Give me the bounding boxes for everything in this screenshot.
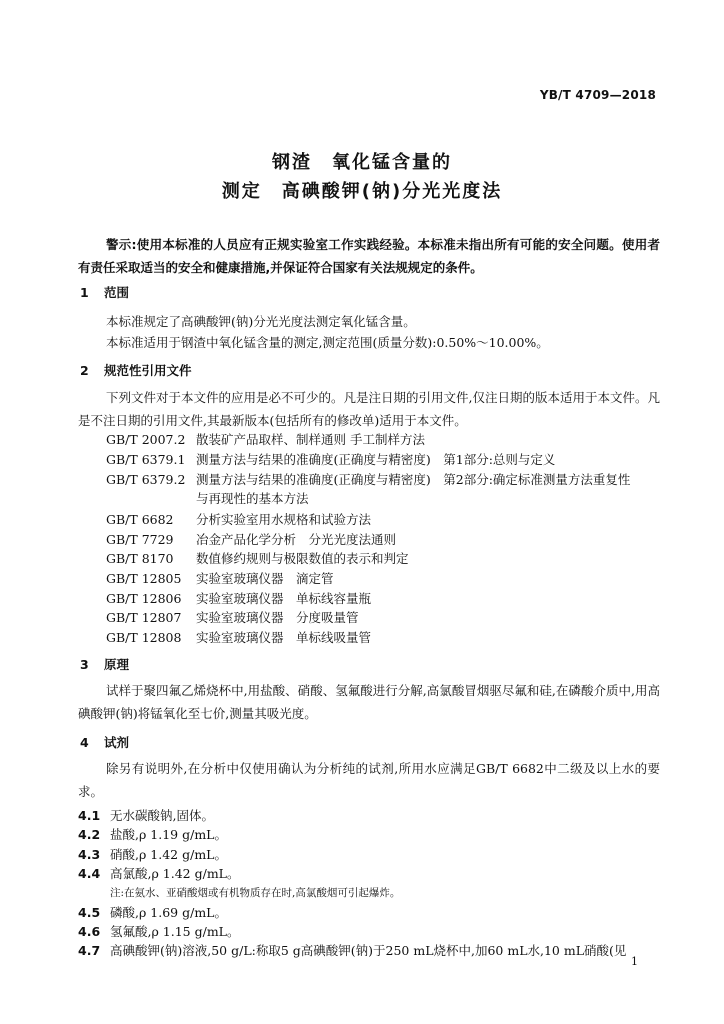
reagent-item [78, 825, 227, 843]
item-number: 4.5 [78, 905, 101, 920]
reference-title: 测量方法与结果的准确度(正确度与精密度) 第1部分:总则与定义 [196, 452, 556, 467]
reference-code: GB/T 12807 [106, 610, 182, 625]
reference-title: 分析实验室用水规格和试验方法 [196, 512, 372, 527]
reference-entry [106, 628, 371, 646]
reference-code: GB/T 6682 [106, 512, 174, 527]
section-title: 规范性引用文件 [104, 363, 192, 378]
item-number: 4.3 [78, 847, 101, 862]
item-text: 氢氟酸,ρ 1.15 g/mL。 [110, 924, 240, 939]
section-heading-principle [80, 655, 129, 673]
reagent-item [78, 864, 239, 882]
item-text: 高碘酸钾(钠)溶液,50 g/L:称取5 g高碘酸钾(钠)于250 mL烧杯中,加60 mL水,10 mL硝酸(见 [110, 943, 627, 958]
section-title: 范围 [104, 285, 130, 300]
principle-paragraph: 试样于聚四氟乙烯烧杯中,用盐酸、硝酸、氢氟酸进行分解,高氯酸冒烟驱尽氟和硅,在磷酸介质中,用高碘酸钾(钠)将锰氧化至七价,测量其吸光度。 [78, 683, 660, 721]
reference-title: 冶金产品化学分析 分光光度法通则 [196, 532, 397, 547]
item-number: 4.6 [78, 924, 101, 939]
reference-entry [106, 549, 409, 567]
reagents-intro: 除另有说明外,在分析中仅使用确认为分析纯的试剂,所用水应满足GB/T 6682中二级及以上水的要求。 [78, 761, 660, 799]
scope-line: 本标准适用于钢渣中氧化锰含量的测定,测定范围(质量分数):0.50%～10.00%。 [106, 335, 549, 350]
section-heading-scope [80, 283, 129, 301]
section-number: 2 [80, 363, 89, 378]
reference-title: 测量方法与结果的准确度(正确度与精密度) 第2部分:确定标准测量方法重复性 [196, 472, 631, 487]
section-title: 原理 [104, 657, 130, 672]
page-number: 1 [631, 955, 638, 968]
reference-title: 散装矿产品取样、制样通则 手工制样方法 [196, 432, 425, 447]
section-number: 4 [80, 735, 89, 750]
reagent-item [78, 806, 214, 824]
reagent-item [78, 903, 227, 921]
reagent-item [78, 845, 227, 863]
item-text: 磷酸,ρ 1.69 g/mL。 [110, 905, 227, 920]
scope-line: 本标准规定了高碘酸钾(钠)分光光度法测定氧化锰含量。 [106, 314, 416, 329]
reference-code: GB/T 8170 [106, 551, 174, 566]
reference-title-continuation: 与再现性的基本方法 [196, 491, 309, 506]
reference-entry [106, 569, 334, 587]
section-number: 1 [80, 285, 89, 300]
reference-entry [106, 608, 359, 626]
reference-title: 数值修约规则与极限数值的表示和判定 [196, 551, 409, 566]
reference-entry [106, 510, 371, 528]
item-text: 硝酸,ρ 1.42 g/mL。 [110, 847, 227, 862]
reference-entry [106, 530, 396, 548]
warning-paragraph: 警示:使用本标准的人员应有正规实验室工作实践经验。本标准未指出所有可能的安全问题。使用者有责任采取适当的安全和健康措施,并保证符合国家有关法规规定的条件。 [78, 237, 660, 275]
item-number: 4.4 [78, 866, 101, 881]
reference-entry [106, 450, 555, 468]
section-heading-reagents [80, 733, 129, 751]
section-title: 试剂 [104, 735, 130, 750]
reagent-item [78, 922, 239, 940]
reference-code: GB/T 12805 [106, 571, 182, 586]
reference-title: 实验室玻璃仪器 分度吸量管 [196, 610, 359, 625]
section-number: 3 [80, 657, 89, 672]
document-title-line1: 钢渣 氧化锰含量的 [272, 152, 452, 173]
reference-code: GB/T 6379.2 [106, 472, 186, 487]
reagent-item [78, 941, 626, 959]
item-text: 高氯酸,ρ 1.42 g/mL。 [110, 866, 240, 881]
item-text: 盐酸,ρ 1.19 g/mL。 [110, 827, 227, 842]
reference-title: 实验室玻璃仪器 单标线吸量管 [196, 630, 372, 645]
reference-code: GB/T 7729 [106, 532, 174, 547]
reference-code: GB/T 6379.1 [106, 452, 186, 467]
reference-code: GB/T 12806 [106, 591, 182, 606]
document-title-line2: 测定 高碘酸钾(钠)分光光度法 [221, 181, 503, 202]
item-number: 4.1 [78, 808, 101, 823]
reference-code: GB/T 2007.2 [106, 432, 186, 447]
reference-entry [106, 430, 425, 448]
reagent-note: 注:在氨水、亚硝酸烟或有机物质存在时,高氯酸烟可引起爆炸。 [110, 887, 401, 899]
item-text: 无水碳酸钠,固体。 [110, 808, 214, 823]
item-number: 4.7 [78, 943, 101, 958]
normative-refs-intro: 下列文件对于本文件的应用是必不可少的。凡是注日期的引用文件,仅注日期的版本适用于本文件。凡是不注日期的引用文件,其最新版本(包括所有的修改单)适用于本文件。 [78, 390, 660, 428]
section-heading-normative-refs [80, 361, 192, 379]
reference-title: 实验室玻璃仪器 单标线容量瓶 [196, 591, 372, 606]
reference-entry [106, 470, 630, 488]
standard-number: YB/T 4709—2018 [539, 88, 656, 102]
reference-entry [106, 589, 371, 607]
reference-code: GB/T 12808 [106, 630, 182, 645]
item-number: 4.2 [78, 827, 101, 842]
reference-title: 实验室玻璃仪器 滴定管 [196, 571, 334, 586]
